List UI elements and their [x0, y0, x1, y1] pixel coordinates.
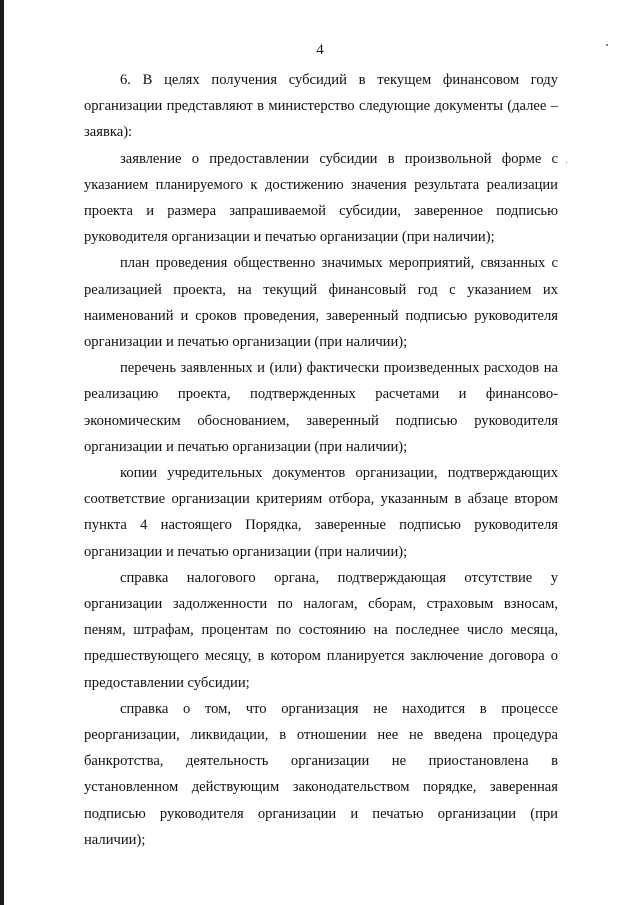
scan-speck [566, 162, 567, 163]
paragraph-application: заявление о предоставлении субсидии в произвольной форме с указанием планируемого к достижению значения результата реализации проекта и размера запрашиваемой субсидии, заверенное подписью руководителя организации и печатью организации (при наличии); [84, 150, 558, 246]
paragraph-event-plan: план проведения общественно значимых мероприятий, связанных с реализацией проекта, на текущий финансовый год с указанием их наименований и сроков проведения, заверенный подписью руководителя организации и печатью организации (при наличии); [84, 255, 558, 351]
scan-speck [606, 44, 608, 46]
paragraph-tax-certificate: справка налогового органа, подтверждающая отсутствие у организации задолженности по налогам, сборам, страховым взносам, пеням, штрафам, процентам по состоянию на последнее число месяца, предшествующего месяцу, в котором планируется заключение договора о предоставлении субсидии; [84, 569, 558, 691]
paragraph-expense-list: перечень заявленных и (или) фактически произведенных расходов на реализацию проекта, подтвержденных расчетами и финансово-экономическим обоснованием, заверенный подписью руководителя организации и печатью организации (при наличии); [84, 360, 558, 455]
paragraph-clause-6: 6. В целях получения субсидий в текущем финансовом году организации представляют в министерство следующие документы (далее – заявка): [84, 72, 558, 141]
document-body [84, 67, 558, 853]
scan-left-edge [0, 0, 4, 905]
paragraph-founding-documents: копии учредительных документов организации, подтверждающих соответствие организации критериям отбора, указанным в абзаце втором пункта 4 настоящего Порядка, заверенные подписью руководителя организации и печатью организации (при наличии); [84, 465, 558, 560]
paragraph-reorganization-certificate: справка о том, что организация не находится в процессе реорганизации, ликвидации, в отношении нее не введена процедура банкротства, деятельность организации не приостановлена в установленном действующим законодательством порядке, заверенная подписью руководителя организации и печатью организации (при наличии); [84, 700, 558, 848]
page-number: 4 [316, 42, 324, 58]
